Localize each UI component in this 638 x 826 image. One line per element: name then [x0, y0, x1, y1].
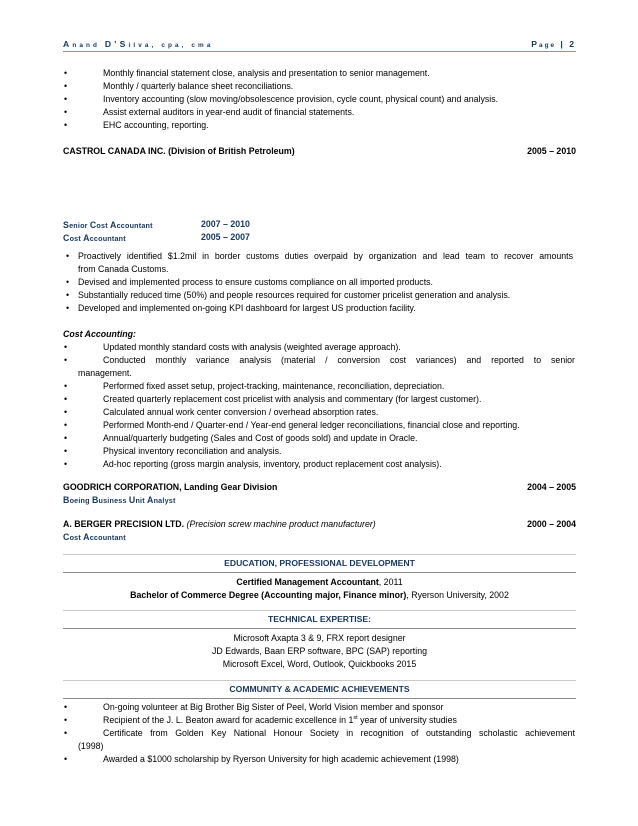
header-page-number: Page | 2: [531, 39, 576, 49]
education-rule-bottom: [63, 572, 576, 573]
bullet-glyph: •: [64, 120, 68, 130]
education-title: EDUCATION, PROFESSIONAL DEVELOPMENT: [224, 558, 415, 568]
header-name: Anand D’Silva, cpa, cma: [63, 39, 214, 49]
technical-title: TECHNICAL EXPERTISE:: [268, 614, 371, 624]
berger-company-line: [63, 518, 376, 531]
list-item-continuation: management.: [78, 368, 132, 378]
technical-line: JD Edwards, Baan ERP software, BPC (SAP) reporting: [212, 646, 427, 656]
castrol-role-senior: Senior Cost Accountant: [63, 220, 153, 230]
community-rule-top: [63, 680, 576, 681]
list-item-continuation: from Canada Customs.: [78, 264, 169, 274]
list-item: EHC accounting, reporting.: [103, 120, 209, 130]
education-cma: Certified Management Accountant, 2011: [236, 577, 403, 587]
list-item: Calculated annual work center conversion / overhead absorption rates.: [103, 407, 379, 417]
castrol-role-senior-dates: 2007 – 2010: [201, 219, 250, 229]
bullet-glyph: •: [64, 728, 68, 738]
bullet-glyph: •: [66, 277, 70, 287]
list-item-continuation: (1998): [78, 741, 104, 751]
list-item: Developed and implemented on-going KPI dashboard for largest US production facility.: [78, 303, 416, 313]
castrol-role-cost: Cost Accountant: [63, 233, 126, 243]
berger-role: Cost Accountant: [63, 532, 126, 542]
bullet-glyph: •: [64, 754, 68, 764]
castrol-company: CASTROL CANADA INC. (Division of British Petroleum): [63, 146, 295, 156]
list-item: Recipient of the J. L. Beaton award for academic excellence in 1st year of university studies: [103, 715, 457, 725]
bullet-glyph: •: [66, 251, 70, 261]
berger-dates: 2000 – 2004: [527, 519, 576, 529]
goodrich-company: GOODRICH CORPORATION, Landing Gear Division: [63, 482, 278, 492]
technical-line: Microsoft Excel, Word, Outlook, Quickbooks 2015: [222, 659, 417, 669]
bullet-glyph: •: [64, 459, 68, 469]
technical-rule-top: [63, 610, 576, 611]
bullet-glyph: •: [64, 94, 68, 104]
bullet-glyph: •: [64, 446, 68, 456]
list-item: Performed fixed asset setup, project-tracking, maintenance, reconciliation, depreciation.: [103, 381, 445, 391]
list-item: On-going volunteer at Big Brother Big Sister of Peel, World Vision member and sponsor: [103, 702, 444, 712]
technical-line: Microsoft Axapta 3 & 9, FRX report designer: [233, 633, 406, 643]
bullet-glyph: •: [64, 702, 68, 712]
list-item: Updated monthly standard costs with analysis (weighted average approach).: [103, 342, 401, 352]
bullet-glyph: •: [64, 68, 68, 78]
bullet-glyph: •: [66, 303, 70, 313]
list-item: Physical inventory reconciliation and analysis.: [103, 446, 282, 456]
bullet-glyph: •: [64, 433, 68, 443]
community-title: COMMUNITY & ACADEMIC ACHIEVEMENTS: [229, 684, 410, 694]
goodrich-dates: 2004 – 2005: [527, 482, 576, 492]
bullet-glyph: •: [64, 381, 68, 391]
list-item: Proactively identified $1.2mil in border customs duties overpaid by organization and lead team to recover amounts: [78, 251, 573, 261]
berger-description: (Precision screw machine product manufacturer): [186, 519, 376, 529]
castrol-dates: 2005 – 2010: [527, 146, 576, 156]
education-bcomm: Bachelor of Commerce Degree (Accounting major, Finance minor), Ryerson University, 2002: [130, 590, 509, 600]
list-item: Performed Month-end / Quarter-end / Year-end general ledger reconciliations, financial close and reporting.: [103, 420, 520, 430]
list-item: Substantially reduced time (50%) and people resources required for customer pricelist generation and analysis.: [78, 290, 511, 300]
cost-accounting-heading: Cost Accounting:: [63, 329, 136, 339]
list-item: Created quarterly replacement cost pricelist with analysis and commentary (for largest customer).: [103, 394, 482, 404]
bullet-glyph: •: [64, 107, 68, 117]
berger-company: A. BERGER PRECISION LTD.: [63, 519, 185, 529]
bullet-glyph: •: [64, 394, 68, 404]
list-item: Annual/quarterly budgeting (Sales and Cost of goods sold) and update in Oracle.: [103, 433, 418, 443]
header-divider: [63, 51, 576, 52]
bullet-glyph: •: [64, 81, 68, 91]
list-item: Certificate from Golden Key National Honour Society in recognition of outstanding scholastic achievement: [103, 728, 575, 738]
list-item: Conducted monthly variance analysis (material / conversion cost variances) and reported to senior: [103, 355, 575, 365]
bullet-glyph: •: [64, 407, 68, 417]
list-item: Devised and implemented process to ensure customs compliance on all imported products.: [78, 277, 433, 287]
technical-rule-bottom: [63, 628, 576, 629]
list-item: Ad-hoc reporting (gross margin analysis, inventory, product replacement cost analysis).: [103, 459, 442, 469]
list-item: Awarded a $1000 scholarship by Ryerson University for high academic achievement (1998): [103, 754, 459, 764]
bullet-glyph: •: [66, 290, 70, 300]
education-rule-top: [63, 554, 576, 555]
community-rule-bottom: [63, 698, 576, 699]
list-item: Assist external auditors in year-end audit of financial statements.: [103, 107, 355, 117]
list-item: Monthly / quarterly balance sheet reconciliations.: [103, 81, 294, 91]
list-item: Monthly financial statement close, analysis and presentation to senior management.: [103, 68, 430, 78]
goodrich-role: Boeing Business Unit Analyst: [63, 495, 176, 505]
castrol-role-cost-dates: 2005 – 2007: [201, 232, 250, 242]
bullet-glyph: •: [64, 342, 68, 352]
bullet-glyph: •: [64, 420, 68, 430]
bullet-glyph: •: [64, 355, 68, 365]
list-item: Inventory accounting (slow moving/obsolescence provision, cycle count, physical count) and analysis.: [103, 94, 499, 104]
bullet-glyph: •: [64, 715, 68, 725]
